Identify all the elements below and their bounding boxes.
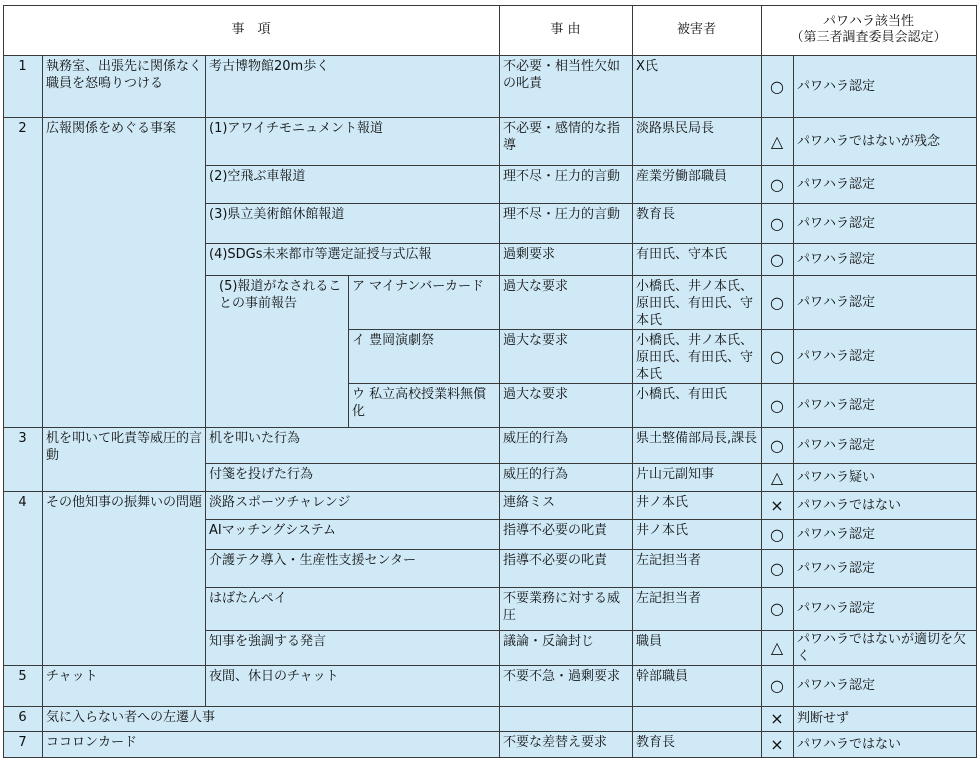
grid-line <box>205 243 977 244</box>
header-victim: 被害者 <box>632 5 761 55</box>
grid-line <box>3 757 977 758</box>
victim-cell: 職員 <box>632 630 761 665</box>
verdict-mark: × <box>761 706 793 731</box>
grid-line <box>205 587 977 588</box>
detail-cell: 夜間、休日のチャット <box>205 665 499 706</box>
verdict-mark: ○ <box>761 329 793 383</box>
verdict-mark: ○ <box>761 427 793 463</box>
verdict-mark: ○ <box>761 55 793 117</box>
verdict-text: パワハラ認定 <box>793 55 976 117</box>
grid-line <box>3 706 977 707</box>
row-number: 3 <box>3 427 42 491</box>
verdict-text: パワハラ疑い <box>793 463 976 491</box>
row-number: 6 <box>3 706 42 731</box>
reason-cell: 不要な差替え要求 <box>499 731 632 757</box>
row-number: 2 <box>3 117 42 427</box>
verdict-text: パワハラではないが適切を欠く <box>793 630 976 665</box>
verdict-text: パワハラ認定 <box>793 275 976 329</box>
reason-cell: 過大な要求 <box>499 383 632 427</box>
detail-cell: ア マイナンバーカード <box>348 275 499 329</box>
verdict-mark: △ <box>761 630 793 665</box>
victim-cell: 産業労働部職員 <box>632 165 761 203</box>
detail-cell: 知事を強調する発言 <box>205 630 499 665</box>
victim-cell: 県土整備部局長,課長 <box>632 427 761 463</box>
verdict-text: パワハラ認定 <box>793 587 976 630</box>
grid-line <box>205 275 977 276</box>
verdict-text: パワハラ認定 <box>793 549 976 587</box>
row-category: 机を叩いて叱責等威圧的言動 <box>42 427 205 491</box>
grid-line <box>3 731 977 732</box>
row-number: 7 <box>3 731 42 757</box>
victim-cell: 教育長 <box>632 731 761 757</box>
grid-line <box>3 55 977 56</box>
row-category: チャット <box>42 665 205 706</box>
row-number: 4 <box>3 491 42 665</box>
verdict-text: パワハラ認定 <box>793 243 976 275</box>
victim-cell: 小橋氏、井ノ本氏、原田氏、有田氏、守本氏 <box>632 275 761 329</box>
verdict-text: パワハラ認定 <box>793 665 976 706</box>
verdict-mark: ○ <box>761 243 793 275</box>
verdict-mark: ○ <box>761 587 793 630</box>
reason-cell: 過剰要求 <box>499 243 632 275</box>
grid-line <box>205 203 977 204</box>
grid-line <box>348 329 977 330</box>
reason-cell: 理不尽・圧力的言動 <box>499 203 632 243</box>
grid-line <box>205 549 977 550</box>
verdict-mark: ○ <box>761 519 793 549</box>
reason-cell: 指導不必要の叱責 <box>499 549 632 587</box>
detail-cell: 机を叩いた行為 <box>205 427 499 463</box>
row-number: 1 <box>3 55 42 117</box>
verdict-mark: ○ <box>761 383 793 427</box>
verdict-mark: △ <box>761 463 793 491</box>
verdict-text: パワハラ認定 <box>793 165 976 203</box>
victim-cell: 井ノ本氏 <box>632 519 761 549</box>
reason-cell: 不必要・相当性欠如の叱責 <box>499 55 632 117</box>
verdict-mark: ○ <box>761 203 793 243</box>
grid-line <box>3 117 977 118</box>
victim-cell <box>632 706 761 731</box>
detail-cell: ウ 私立高校授業料無償化 <box>348 383 499 427</box>
verdict-mark: ○ <box>761 165 793 203</box>
grid-line <box>205 55 206 707</box>
detail-cell: (4)SDGs未来都市等選定証授与式広報 <box>205 243 499 275</box>
victim-cell: 小橋氏、有田氏 <box>632 383 761 427</box>
subgroup-label: (5)報道がなされることの事前報告 <box>205 275 348 427</box>
reason-cell: 過大な要求 <box>499 275 632 329</box>
detail-cell: 淡路スポーツチャレンジ <box>205 491 499 519</box>
victim-cell: 幹部職員 <box>632 665 761 706</box>
grid-line <box>3 427 977 428</box>
detail-cell: (3)県立美術館休館報道 <box>205 203 499 243</box>
reason-cell: 連絡ミス <box>499 491 632 519</box>
victim-cell: 左記担当者 <box>632 587 761 630</box>
victim-cell: 小橋氏、井ノ本氏、原田氏、有田氏、守本氏 <box>632 329 761 383</box>
reason-cell: 威圧的行為 <box>499 463 632 491</box>
grid-line <box>348 383 977 384</box>
grid-line <box>348 275 349 428</box>
victim-cell: 有田氏、守本氏 <box>632 243 761 275</box>
row-category: その他知事の振舞いの問題 <box>42 491 205 665</box>
victim-cell: 井ノ本氏 <box>632 491 761 519</box>
header-reason: 事 由 <box>499 5 632 55</box>
verdict-mark: ○ <box>761 549 793 587</box>
verdict-text: パワハラ認定 <box>793 383 976 427</box>
detail-cell: (2)空飛ぶ車報道 <box>205 165 499 203</box>
verdict-mark: △ <box>761 117 793 165</box>
verdict-text: パワハラ認定 <box>793 203 976 243</box>
grid-line <box>793 55 794 758</box>
row-category: 気に入らない者への左遷人事 <box>42 706 499 731</box>
detail-cell: (1)アワイチモニュメント報道 <box>205 117 499 165</box>
detail-cell: はばたんペイ <box>205 587 499 630</box>
verdict-text: パワハラではない <box>793 731 976 757</box>
victim-cell: 左記担当者 <box>632 549 761 587</box>
verdict-mark: ○ <box>761 665 793 706</box>
verdict-mark: ○ <box>761 275 793 329</box>
reason-cell <box>499 706 632 731</box>
grid-line <box>205 165 977 166</box>
reason-cell: 不必要・感情的な指導 <box>499 117 632 165</box>
grid-line <box>205 463 977 464</box>
verdict-mark: × <box>761 731 793 757</box>
row-number: 5 <box>3 665 42 706</box>
reason-cell: 議論・反論封じ <box>499 630 632 665</box>
detail-cell: イ 豊岡演劇祭 <box>348 329 499 383</box>
detail-cell: 付箋を投げた行為 <box>205 463 499 491</box>
verdict-text: パワハラ認定 <box>793 519 976 549</box>
reason-cell: 過大な要求 <box>499 329 632 383</box>
grid-line <box>205 519 977 520</box>
header-verdict: パワハラ該当性 （第三者調査委員会認定） <box>761 5 976 55</box>
victim-cell: X氏 <box>632 55 761 117</box>
grid-line <box>205 630 977 631</box>
grid-line <box>42 55 43 758</box>
victim-cell: 片山元副知事 <box>632 463 761 491</box>
reason-cell: 不要業務に対する威圧 <box>499 587 632 630</box>
detail-cell: 介護テク導入・生産性支援センター <box>205 549 499 587</box>
verdict-text: パワハラではないが残念 <box>793 117 976 165</box>
detail-cell: 考古博物館20m歩く <box>205 55 499 117</box>
verdict-text: パワハラ認定 <box>793 427 976 463</box>
grid-line <box>3 665 977 666</box>
row-category: 広報関係をめぐる事案 <box>42 117 205 427</box>
row-category: 執務室、出張先に関係なく職員を怒鳴りつける <box>42 55 205 117</box>
reason-cell: 理不尽・圧力的言動 <box>499 165 632 203</box>
header-item: 事 項 <box>3 5 499 55</box>
detail-cell: AIマッチングシステム <box>205 519 499 549</box>
victim-cell: 教育長 <box>632 203 761 243</box>
verdict-mark: × <box>761 491 793 519</box>
verdict-text: 判断せず <box>793 706 976 731</box>
verdict-text: パワハラではない <box>793 491 976 519</box>
grid-line <box>3 491 977 492</box>
reason-cell: 威圧的行為 <box>499 427 632 463</box>
grid-line <box>3 5 977 6</box>
row-category: ココロンカード <box>42 731 499 757</box>
verdict-text: パワハラ認定 <box>793 329 976 383</box>
reason-cell: 指導不必要の叱責 <box>499 519 632 549</box>
reason-cell: 不要不急・過剰要求 <box>499 665 632 706</box>
victim-cell: 淡路県民局長 <box>632 117 761 165</box>
